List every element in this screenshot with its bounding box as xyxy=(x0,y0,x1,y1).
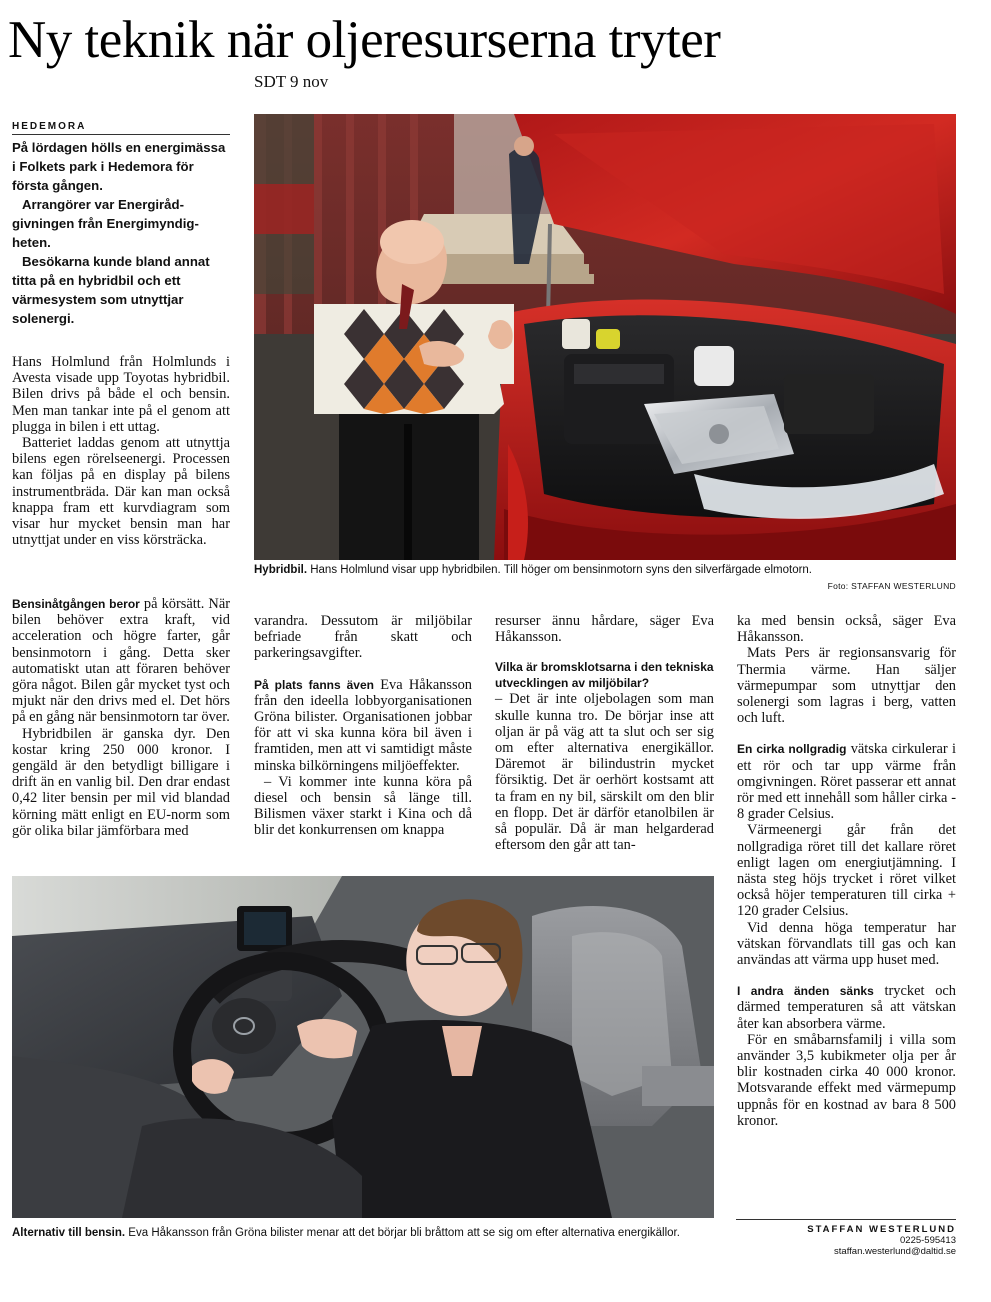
subheading-question: Vilka är bromsklotsarna i den tekniska utvecklingen av miljöbilar? xyxy=(495,660,714,691)
column-3 xyxy=(495,613,714,853)
body-paragraph: För en småbarnsfamilj i villa som använder 3,5 kubikmeter olja per år blir kostnaden cirka 40 000 kronor. Motsvarande effekt med värmepump uppnås för en kostnad av bara 8 500 kronor. xyxy=(737,1031,956,1129)
body-paragraph: – Det är inte oljebolagen som man skulle kunna tro. De börjar inse att oljan är på väg att ta slut och ser sig om efter alternativa energikällor. Däremot är bilindustrin mycket försiktig. Det är oerhört kostsamt att ta fram en ny bil, särskilt om den blir en flopp. Det är därför etanolbilen är så populär. Då är man helgarderad eftersom den går att tan- xyxy=(495,691,714,854)
body-paragraph: Hybridbilen är ganska dyr. Den kostar kring 250 000 kronor. I gengäld är den betydligt billigare i drift än en vanlig bil. Den drar endast 0,42 liter bensin per mil vid blandad körning mätt enligt en EU-norm som gör olika bilar jämförbara med xyxy=(12,725,230,839)
lead-in: En cirka nollgradig xyxy=(737,742,847,757)
photo1-caption: Hybridbil. Hans Holmlund visar upp hybridbilen. Till höger om bensinmotorn syns den silverfärgade elmotorn. xyxy=(254,564,813,576)
byline-email[interactable]: staffan.westerlund@daltid.se xyxy=(834,1246,956,1257)
body-paragraph: Batteriet laddas genom att utnyttja bilens egen rörelseenergi. Processen kan följas på en display på bilens instrumentbräda. Där kan man också knappa fram ett kurvdiagram som visar hur mycket bensin man har utnyttjat under en viss körsträcka. xyxy=(12,435,230,549)
body-paragraph: Mats Pers är regionsansvarig för Thermia värme. Han säljer värmepumpar som utnyttjar den solenergi som lagras i berg, vatten och luft. xyxy=(737,645,956,727)
photo-credit: Foto: STAFFAN WESTERLUND xyxy=(827,581,956,591)
headline: Ny teknik när oljeresurserna tryter xyxy=(8,11,721,69)
body-paragraph: varandra. Dessutom är miljöbilar befriade från skatt och parkeringsavgifter. xyxy=(254,613,472,662)
body-paragraph: Bensinåtgången beror på körsätt. När bilen behöver extra kraft, vid acceleration och högre farter, går bensinmotorn i gång. Detta sker automatiskt utan att föraren behöver göra något. Bilen går mycket tyst och mjukt när den drivs med el. Det hörs på en gång när bensinmotorn tar över. xyxy=(12,596,230,726)
body-paragraph: – Vi kommer inte kunna köra på diesel och bensin så länge till. Bilismen växer starkt i Kina och då blir det konkurrensen om knappa xyxy=(254,773,472,839)
ingress-paragraph: Besökarna kunde bland annat titta på en hybridbil och ett värmesystem som utnyttjar solenergi. xyxy=(12,254,210,326)
column-1-top xyxy=(12,354,230,548)
body-paragraph: Värmeenergi går från det nollgradiga röret till det kallare röret enligt lagen om energiutjämning. I nästa steg höjs trycket i röret vilket också höjer temperaturen till cirka + 120 grader Celsius. xyxy=(737,822,956,920)
column-2 xyxy=(254,613,472,839)
body-paragraph: resurser ännu hårdare, säger Eva Håkansson. xyxy=(495,613,714,646)
caption-lead: Hybridbil. xyxy=(254,564,308,576)
body-paragraph: En cirka nollgradig vätska cirkulerar i ett rör och tar upp värme från omgivningen. Röret passerar ett annat rör med ett innehåll som håller cirka - 8 grader Celsius. xyxy=(737,741,956,823)
lead-in: På plats fanns även xyxy=(254,677,374,692)
body-paragraph: Hans Holmlund från Holmlunds i Avesta visade upp Toyotas hybridbil. Bilen drivs på både el och bensin. Men man tankar inte på el genom att plugga in bilen i ett uttag. xyxy=(12,354,230,435)
body-paragraph: ka med bensin också, säger Eva Håkansson. xyxy=(737,613,956,646)
body-paragraph: I andra änden sänks trycket och därmed temperaturen så att vätskan åter kan absorbera värme. xyxy=(737,983,956,1032)
lead-in: I andra änden sänks xyxy=(737,984,874,999)
kicker-location: HEDEMORA xyxy=(12,121,230,135)
column-1-bottom xyxy=(12,596,230,839)
byline-name: STAFFAN WESTERLUND xyxy=(807,1224,956,1235)
hybrid-car-photo xyxy=(254,114,956,560)
ingress xyxy=(12,138,230,328)
column-4 xyxy=(737,613,956,1129)
byline xyxy=(736,1219,956,1257)
driver-seat-illustration xyxy=(12,876,714,1218)
hybrid-car-illustration xyxy=(254,114,956,560)
caption-lead: Alternativ till bensin. xyxy=(12,1227,126,1239)
photo2-caption: Alternativ till bensin. Eva Håkansson från Gröna bilister menar att det börjar bli bråttom att se sig om efter alternativa energikällor. xyxy=(12,1227,680,1239)
source-line: SDT 9 nov xyxy=(254,72,329,91)
body-paragraph: Vid denna höga temperatur har vätskan förvandlats till gas och kan användas att värma upp huset med. xyxy=(737,919,956,969)
body-paragraph: På plats fanns även Eva Håkansson från den ideella lobbyorganisationen Gröna bilister. Organisationen jobbar för att vi ska kunna köra bil även i framtiden, men att vi samtidigt måste minska bilkörningens miljöeffekter. xyxy=(254,676,472,774)
ingress-paragraph: Arrangörer var Energirådgivningen från Energimyndigheten. xyxy=(12,197,199,250)
ingress-paragraph: På lördagen hölls en energimässa i Folkets park i Hedemora för första gången. xyxy=(12,140,226,193)
byline-phone: 0225-595413 xyxy=(900,1235,956,1246)
lead-in: Bensinåtgången beror xyxy=(12,597,140,611)
driver-seat-photo xyxy=(12,876,714,1218)
